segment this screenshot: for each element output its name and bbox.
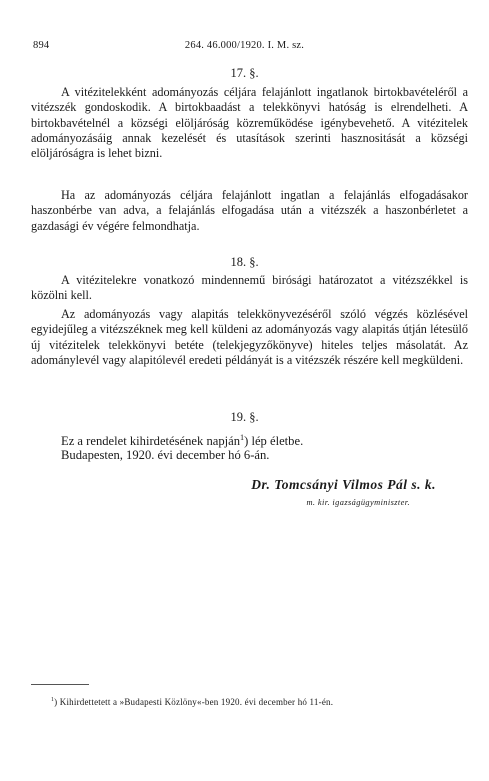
footnote-marker: 1 bbox=[51, 697, 55, 703]
footnote-reference: 1 bbox=[240, 433, 245, 442]
section-18-heading: 18. §. bbox=[230, 255, 259, 269]
section-17-paragraph-1: A vitézitelekként adományozás céljára felajánlott ingatlanok birtokbavételéről a vitézszék gondoskodik. A birtokbaadást a telekkönyvi hatóság is elrendelheti. A birtokbavételnél a községi elöljáróság közreműködése igénybevehető. A vitézitelek adományozásáig annak kezelését és utasítások szerinti hasznositását a községi elöljáróságra is lehet bizni. bbox=[31, 85, 468, 161]
place-date-line: Budapesten, 1920. évi december hó 6-án. bbox=[61, 448, 270, 462]
section-17-heading: 17. §. bbox=[230, 66, 259, 80]
running-header: 264. 46.000/1920. I. M. sz. bbox=[184, 40, 305, 51]
signature-name: Dr. Tomcsányi Vilmos Pál s. k. bbox=[251, 477, 436, 492]
footnote-divider bbox=[31, 684, 89, 685]
section-18-paragraph-1: A vitézitelekre vonatkozó mindennemű birósági határozatot a vitézszékkel is közölni kell. bbox=[31, 273, 468, 303]
section-19-heading: 19. §. bbox=[230, 410, 259, 424]
signature-title: m. kir. igazságügyminiszter. bbox=[306, 498, 410, 507]
section-18-paragraph-2: Az adományozás vagy alapitás telekkönyvezéséről szóló végzés közlésével egyidejűleg a vitézszéknek meg kell küldeni az adományozás vagy alapitás útján létesülő új vitézitelek telekkönyvi betéte (telekjegyzőkönyve) hiteles teljes másolatát. Az adománylevél vagy alapitólevél eredeti példányát is a vitézszék részére kell megküldeni. bbox=[31, 307, 468, 367]
footnote-text: ) Kihirdettetett a »Budapesti Közlöny«-ben 1920. évi december hó 11-én. bbox=[54, 697, 334, 707]
effective-date-text-end: ) lép életbe. bbox=[244, 434, 304, 449]
section-17-paragraph-2: Ha az adományozás céljára felajánlott ingatlan a felajánlás elfogadásakor haszonbérbe van adva, a felajánlás elfogadása után a vitézszék a haszonbérletet a gazdasági év végére felmondhatja. bbox=[31, 188, 468, 233]
footnote bbox=[51, 697, 333, 707]
page-number: 894 bbox=[33, 40, 50, 51]
effective-date-text: Ez a rendelet kihirdetésének napján bbox=[61, 434, 241, 449]
